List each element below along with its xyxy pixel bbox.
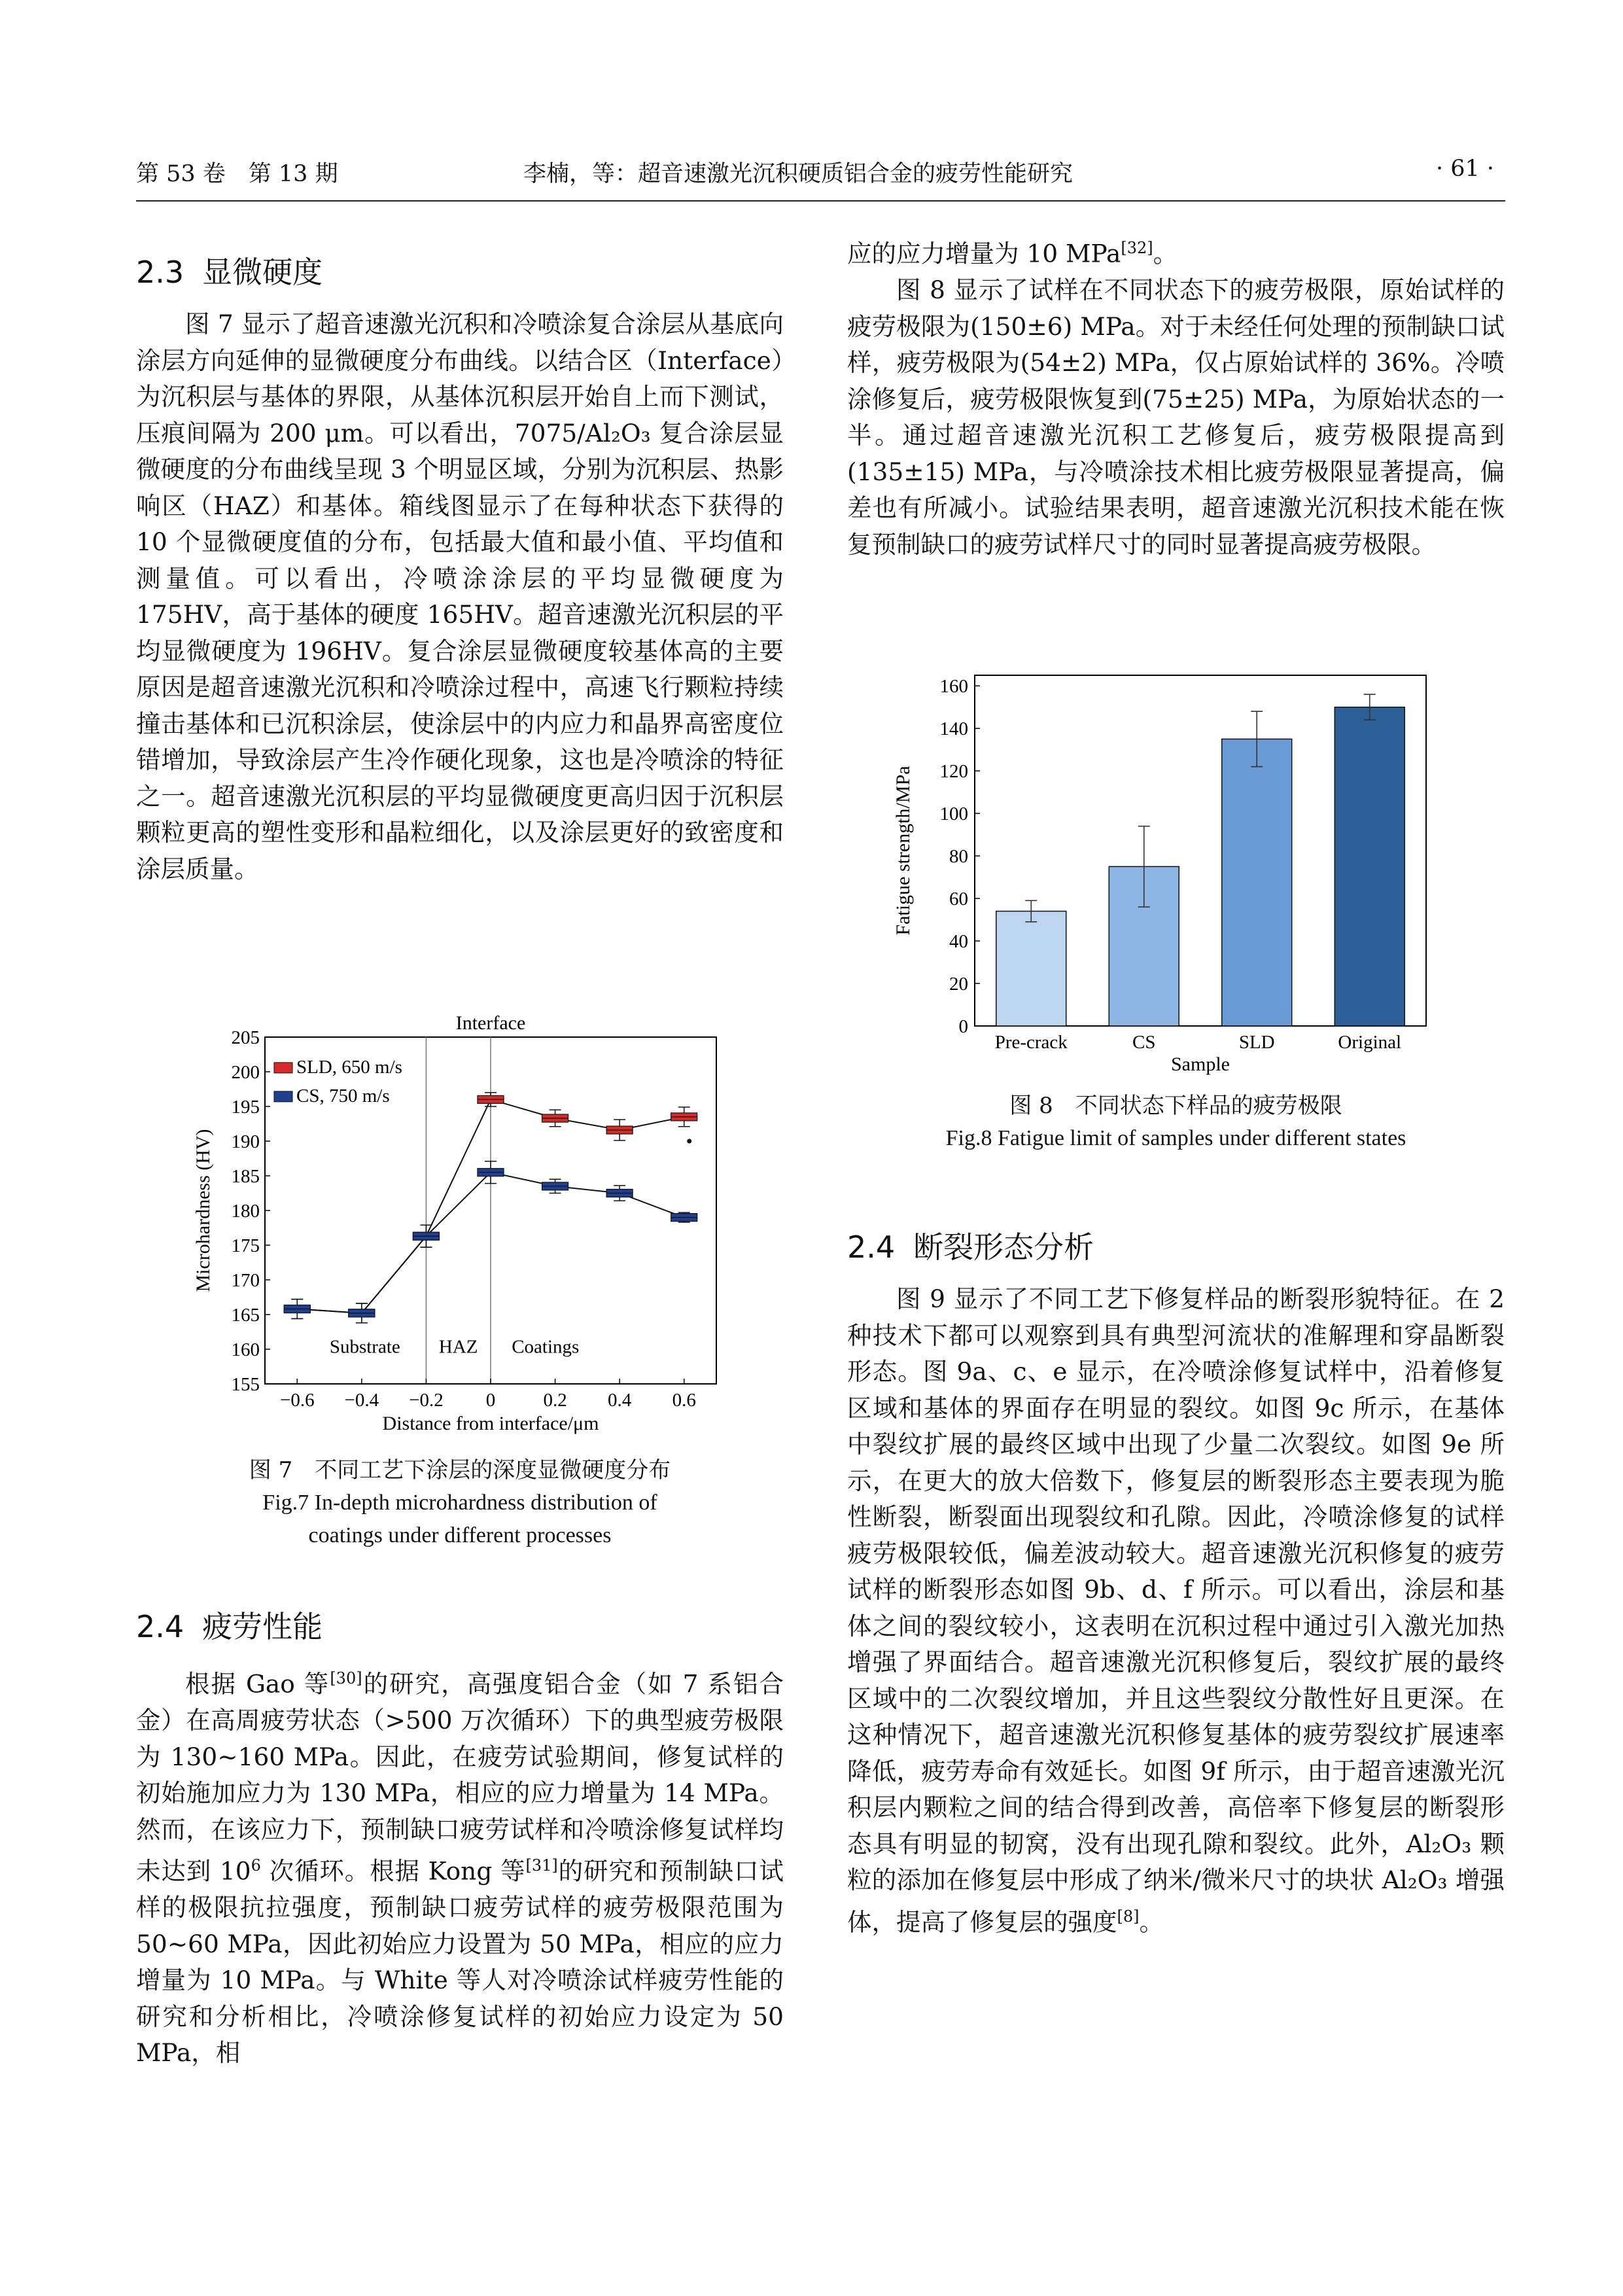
y-tick-label: 160 — [231, 1339, 260, 1360]
legend-swatch — [274, 1063, 292, 1073]
y-tick-label: 195 — [231, 1097, 260, 1118]
x-category-label: CS — [1132, 1032, 1156, 1053]
x-tick-label: 0.4 — [608, 1390, 632, 1411]
section-2-4-fatigue — [136, 1603, 784, 2072]
caption-en-line2: coatings under different processes — [308, 1523, 612, 1547]
section-title: 断裂形态分析 — [913, 1229, 1094, 1265]
y-tick-label: 80 — [949, 846, 968, 868]
x-category-label: Original — [1338, 1032, 1402, 1053]
x-axis-label: Distance from interface/μm — [382, 1413, 599, 1434]
outlier-point — [687, 1139, 691, 1144]
y-tick-label: 205 — [231, 1027, 260, 1048]
header-rule — [136, 200, 1505, 202]
x-axis-label: Sample — [1171, 1053, 1230, 1075]
section-number: 2.3 — [136, 255, 184, 290]
citation: [31] — [525, 1856, 558, 1875]
section-number: 2.4 — [136, 1609, 184, 1644]
bar — [996, 911, 1066, 1026]
y-tick-label: 100 — [939, 804, 968, 825]
paragraph: 图 8 显示了试样在不同状态下的疲劳极限，原始试样的疲劳极限为(150±6) MPa。对于未经任何处理的预制缺口试样，疲劳极限为(54±2) MPa，仅占原始试样的 36%。冷喷涂修复后，疲劳极限恢复到(75±25) MPa，为原始状态的一半。通过超音速激光沉积工艺修复后，疲劳极限提高到(135±15) MPa，与冷喷涂技术相比疲劳极限显著提高，偏差也有所减小。试验结果表明，超音速激光沉积技术能在恢复预制缺口的疲劳试样尺寸的同时显著提高疲劳极限。 — [847, 275, 1505, 559]
y-tick-label: 165 — [231, 1305, 260, 1326]
figure-7-caption — [136, 1454, 784, 1552]
paragraph: 根据 Gao 等[30]的研究，高强度铝合金（如 7 系铝合金）在高周疲劳状态（>500 万次循环）下的典型疲劳极限为 130~160 MPa。因此，在疲劳试验期间，修复试样的初始施加应力为 130 MPa，相应的应力增量为 14 MPa。然而，在该应力下，预制缺口疲劳试样和冷喷涂修复试样均未达到 $10^6$ 次循环。根据 Kong 等[31]的研究和预制缺口试样的极限抗拉强度，预制缺口疲劳试样的疲劳极限范围为 50~60 MPa，因此初始应力设置为 50 MPa，相应的应力增量为 10 MPa。与 White 等人对冷喷涂试样疲劳性能的研究和分析相比，冷喷涂修复试样的初始应力设定为 50 MPa，相 — [136, 1669, 784, 2067]
x-category-label: Pre-crack — [994, 1032, 1068, 1053]
x-tick-label: 0.2 — [543, 1390, 567, 1411]
legend-label: CS, 750 m/s — [296, 1085, 390, 1106]
bar — [1335, 707, 1405, 1026]
x-tick-label: 0.6 — [672, 1390, 696, 1411]
section-number: 2.4 — [847, 1229, 896, 1265]
legend-swatch — [274, 1091, 292, 1102]
figure-8-caption — [847, 1089, 1505, 1155]
section-title: 显微硬度 — [202, 255, 323, 290]
figure-8-chart — [877, 661, 1465, 1080]
y-axis-label: Microhardness (HV) — [192, 1129, 214, 1292]
y-tick-label: 120 — [939, 761, 968, 783]
x-category-label: SLD — [1238, 1032, 1275, 1053]
right-column-top — [847, 230, 1505, 563]
citation: [8] — [1117, 1907, 1140, 1926]
paragraph-continued: 应的应力增量为 10 MPa[32]。 — [847, 239, 1178, 268]
y-tick-label: 155 — [231, 1374, 260, 1395]
region-label-substrate: Substrate — [329, 1336, 400, 1358]
y-axis-label: Fatigue strength/MPa — [892, 766, 914, 936]
x-tick-label: −0.2 — [409, 1390, 444, 1411]
region-label-haz: HAZ — [438, 1336, 478, 1358]
header-title: 李楠，等：超音速激光沉积硬质铝合金的疲劳性能研究 — [523, 161, 1073, 187]
section-title: 疲劳性能 — [202, 1609, 323, 1644]
figure-7-chart — [183, 1004, 739, 1449]
y-tick-label: 170 — [231, 1270, 260, 1291]
y-tick-label: 60 — [949, 889, 968, 910]
section-heading — [847, 1224, 1505, 1267]
y-tick-label: 190 — [231, 1131, 260, 1152]
y-tick-label: 140 — [939, 718, 968, 740]
chart-title: Interface — [455, 1012, 526, 1034]
y-tick-label: 40 — [949, 931, 968, 953]
y-tick-label: 200 — [231, 1062, 260, 1083]
caption-cn: 图 8 不同状态下样品的疲劳极限 — [1009, 1093, 1342, 1119]
section-2-3 — [136, 249, 784, 887]
y-tick-label: 20 — [949, 974, 968, 995]
citation: [32] — [1121, 239, 1153, 257]
header-volume: 第 53 卷 第 13 期 — [136, 161, 338, 187]
paragraph: 图 9 显示了不同工艺下修复样品的断裂形貌特征。在 2 种技术下都可以观察到具有典型河流状的准解理和穿晶断裂形态。图 9a、c、e 显示，在冷喷涂修复试样中，沿着修复区域和基体的界面存在明显的裂纹。如图 9c 所示，在基体中裂纹扩展的最终区域中出现了少量二次裂纹。如图 9e 所示，在更大的放大倍数下，修复层的断裂形态主要表现为脆性断裂，断裂面出现裂纹和孔隙。因此，冷喷涂修复的试样疲劳极限较低，偏差波动较大。超音速激光沉积修复的疲劳试样的断裂形态如图 9b、d、f 所示。可以看出，涂层和基体之间的裂纹较小，这表明在沉积过程中通过引入激光加热增强了界面结合。超音速激光沉积修复后，裂纹扩展的最终区域中的二次裂纹增加，并且这些裂纹分散性好且更深。在这种情况下，超音速激光沉积修复基体的疲劳裂纹扩展速率降低，疲劳寿命有效延长。如图 9f 所示，由于超音速激光沉积层内颗粒之间的结合得到改善，高倍率下修复层的断裂形态具有明显的韧窝，没有出现孔隙和裂纹。此外，Al₂O₃ 颗粒的添加在修复层中形成了纳米/微米尺寸的块状 Al₂O₃ 增强体，提高了修复层的强度[8]。 — [847, 1284, 1505, 1936]
legend-label: SLD, 650 m/s — [296, 1056, 402, 1078]
y-tick-label: 160 — [939, 676, 968, 698]
bar — [1222, 739, 1292, 1026]
caption-cn: 图 7 不同工艺下涂层的深度显微硬度分布 — [249, 1457, 671, 1483]
x-tick-label: −0.4 — [344, 1390, 379, 1411]
caption-en-line1: Fig.7 In-depth microhardness distribution of — [262, 1491, 657, 1515]
superscript: 6 — [251, 1856, 261, 1875]
y-tick-label: 185 — [231, 1166, 260, 1187]
region-label-coatings: Coatings — [512, 1336, 580, 1358]
y-tick-label: 0 — [958, 1016, 968, 1037]
citation: [30] — [330, 1669, 362, 1687]
section-2-4-fracture — [847, 1224, 1505, 1941]
section-heading — [136, 1603, 784, 1646]
section-heading — [136, 249, 784, 292]
x-tick-label: −0.6 — [279, 1390, 315, 1411]
caption-en: Fig.8 Fatigue limit of samples under different states — [945, 1126, 1406, 1150]
header-page-number: · 61 · — [1436, 156, 1495, 182]
y-tick-label: 175 — [231, 1235, 260, 1256]
x-tick-label: 0 — [485, 1390, 496, 1411]
paragraph: 图 7 显示了超音速激光沉积和冷喷涂复合涂层从基底向涂层方向延伸的显微硬度分布曲线。以结合区（Interface）为沉积层与基体的界限，从基体沉积层开始自上而下测试，压痕间隔为 200 μm。可以看出，7075/Al₂O₃ 复合涂层显微硬度的分布曲线呈现 3 个明显区域，分别为沉积层、热影响区（HAZ）和基体。箱线图显示了在每种状态下获得的 10 个显微硬度值的分布，包括最大值和最小值、平均值和测量值。可以看出，冷喷涂涂层的平均显微硬度为 175HV，高于基体的硬度 165HV。超音速激光沉积层的平均显微硬度为 196HV。复合涂层显微硬度较基体高的主要原因是超音速激光沉积和冷喷涂过程中，高速飞行颗粒持续撞击基体和已沉积涂层，使涂层中的内应力和晶界高密度位错增加，导致涂层产生冷作硬化现象，这也是冷喷涂的特征之一。超音速激光沉积层的平均显微硬度更高归因于沉积层颗粒更高的塑性变形和晶粒细化，以及涂层更好的致密度和涂层质量。 — [136, 309, 784, 883]
y-tick-label: 180 — [231, 1201, 260, 1222]
